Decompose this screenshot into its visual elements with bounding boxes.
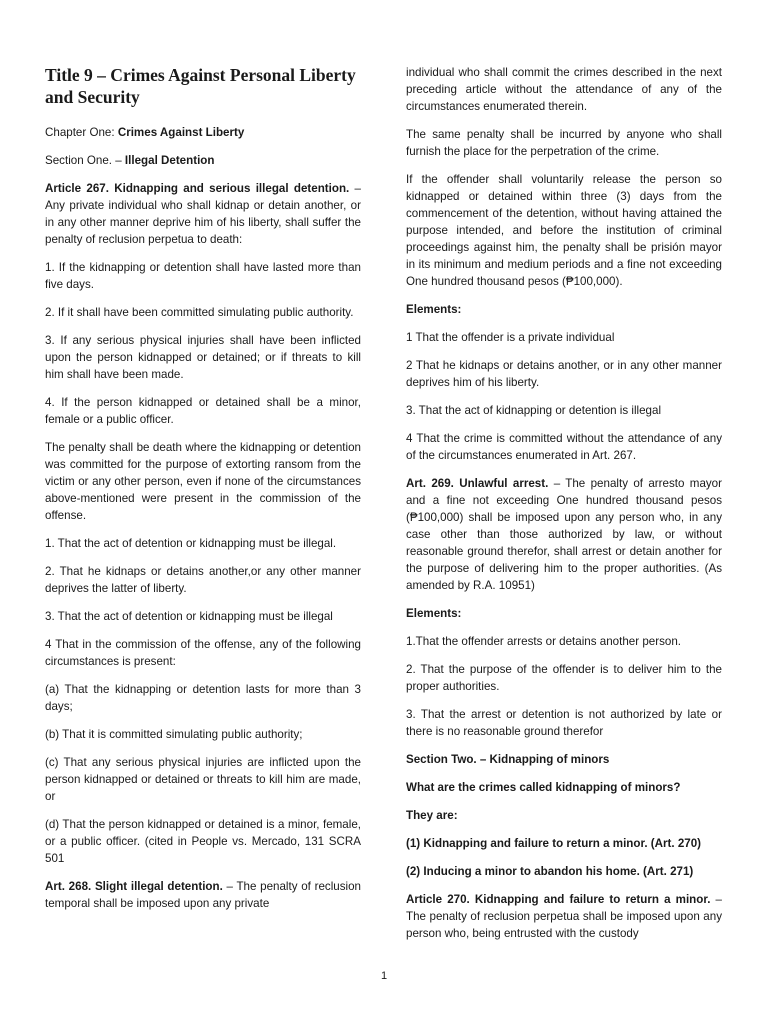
article-heading: Art. 269. Unlawful arrest. [406, 477, 549, 490]
paragraph: 4. If the person kidnapped or detained shall be a minor, female or a public officer. [45, 396, 361, 426]
list-item: 1.That the offender arrests or detains another person. [406, 635, 681, 648]
left-column [45, 64, 361, 923]
paragraph: 4 That in the commission of the offense, any of the following circumstances is present: [45, 638, 361, 668]
section-name: Illegal Detention [124, 154, 215, 167]
chapter-heading [45, 124, 361, 141]
list-item: 3. That the act of kidnapping or detention is illegal [406, 404, 662, 417]
elements-label: Elements: [406, 607, 462, 620]
chapter-prefix: Chapter One: [45, 126, 118, 139]
paragraph: (c) That any serious physical injuries are inflicted upon the person kidnapped or detained or threats to kill him are made, or [45, 756, 361, 803]
they-are [406, 807, 722, 824]
article-text: – The penalty of arresto mayor and a fine not exceeding One hundred thousand pesos (₱100,000) shall be imposed upon any person who, in any case other than those authorized by law, or without reasonable ground therefor, shall arrest or detain another for the purpose of delivering him to the proper authorities. (As amended by R.A. 10951) [406, 477, 722, 592]
page-title: Title 9 – Crimes Against Personal Liberty and Security [45, 65, 356, 107]
elements-label: Elements: [406, 303, 462, 316]
list-item: 4 That the crime is committed without the attendance of any of the circumstances enumerated in Art. 267. [406, 432, 722, 462]
article-text: – The penalty of reclusion perpetua shall be imposed upon any person who, being entrusted with the custody [406, 893, 723, 940]
article-267 [45, 180, 361, 248]
crime-item [406, 835, 722, 852]
chapter-name: Crimes Against Liberty [117, 126, 245, 139]
paragraph: (d) That the person kidnapped or detained is a minor, female, or a public officer. (cited in People vs. Mercado, 131 SCRA 501 [45, 818, 361, 865]
article-269 [406, 475, 722, 594]
paragraph: 2. If it shall have been committed simulating public authority. [45, 306, 354, 319]
list-item: 2 That he kidnaps or detains another, or in any other manner deprives him of his liberty. [406, 359, 722, 389]
section-two-label: Section Two. – Kidnapping of minors [406, 753, 610, 766]
paragraph: The same penalty shall be incurred by anyone who shall furnish the place for the perpetration of the crime. [406, 128, 722, 158]
they-are-text: They are: [406, 809, 458, 822]
article-heading: Art. 268. Slight illegal detention. [45, 880, 223, 893]
paragraph: 3. If any serious physical injuries shall have been inflicted upon the person kidnapped or detained; or if threats to kill him shall have been made. [45, 334, 361, 381]
paragraph: individual who shall commit the crimes described in the next preceding article without the attendance of any of the circumstances enumerated therein. [406, 66, 722, 113]
right-column [406, 64, 722, 953]
paragraph: (b) That it is committed simulating public authority; [45, 728, 303, 741]
article-heading: Article 270. Kidnapping and failure to return a minor. [406, 893, 711, 906]
paragraph: (a) That the kidnapping or detention lasts for more than 3 days; [45, 683, 361, 713]
section-heading [45, 152, 361, 169]
crime-text: (1) Kidnapping and failure to return a minor. (Art. 270) [406, 837, 702, 850]
paragraph: 1. If the kidnapping or detention shall have lasted more than five days. [45, 261, 361, 291]
paragraph: 1. That the act of detention or kidnapping must be illegal. [45, 537, 337, 550]
list-item: 2. That the purpose of the offender is to deliver him to the proper authorities. [406, 663, 722, 693]
question-text: What are the crimes called kidnapping of minors? [406, 781, 681, 794]
crime-item [406, 863, 722, 880]
elements-heading [406, 301, 722, 318]
crime-text: (2) Inducing a minor to abandon his home. (Art. 271) [406, 865, 694, 878]
article-text: – The penalty of reclusion temporal shall be imposed upon any private [45, 880, 361, 910]
article-heading: Article 267. Kidnapping and serious illegal detention. [45, 182, 350, 195]
section-prefix: Section One. – [45, 154, 125, 167]
article-270 [406, 891, 722, 942]
list-item: 1 That the offender is a private individual [406, 331, 615, 344]
paragraph: The penalty shall be death where the kidnapping or detention was committed for the purpose of extorting ransom from the victim or any other person, even if none of the circumstances above-mentioned were present in the commission of the offense. [45, 441, 361, 522]
paragraph: If the offender shall voluntarily release the person so kidnapped or detained within three (3) days from the commencement of the detention, without having attained the purpose intended, and before the institution of criminal proceedings against him, the penalty shall be prisión mayor in its minimum and medium periods and a fine not exceeding One hundred thousand pesos (₱100,000). [406, 173, 722, 288]
paragraph: 2. That he kidnaps or detains another,or any other manner deprives the latter of liberty. [45, 565, 361, 595]
elements-heading [406, 605, 722, 622]
page-number: 1 [380, 970, 388, 982]
question [406, 779, 722, 796]
article-text: – Any private individual who shall kidnap or detain another, or in any other manner deprive him of his liberty, shall suffer the penalty of reclusion perpetua to death: [45, 182, 361, 246]
paragraph: 3. That the act of detention or kidnapping must be illegal [45, 610, 333, 623]
section-two-heading [406, 751, 722, 768]
article-268 [45, 878, 361, 912]
list-item: 3. That the arrest or detention is not authorized by late or there is no reasonable ground therefor [406, 708, 722, 738]
